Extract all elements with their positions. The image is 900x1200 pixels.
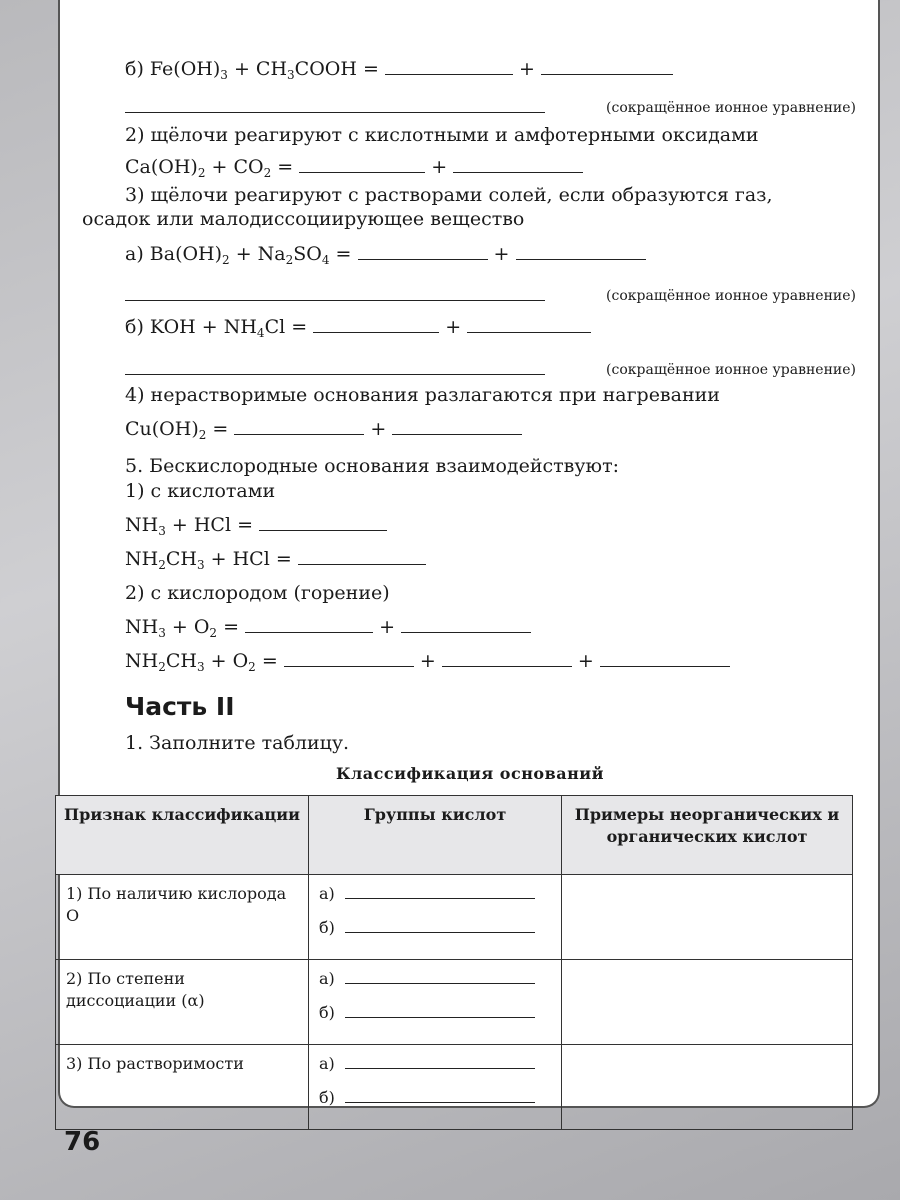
answer-blank[interactable] [259,514,387,531]
answer-blank[interactable] [234,418,364,435]
table-title: Классификация оснований [335,764,605,783]
answer-blank[interactable] [516,243,646,260]
text-line: 2) щёлочи реагируют с кислотными и амфотерными оксидами [125,124,759,146]
part-heading: Часть II [125,692,235,721]
page-number: 76 [64,1127,101,1157]
ionic-equation-blank[interactable] [125,112,545,113]
row-label: 2) По степени диссоциации (α) [56,960,309,1045]
text-line: 4) нерастворимые основания разлагаются при нагревании [125,384,720,406]
table-row [56,875,853,960]
answer-blank[interactable] [345,1005,535,1018]
text-line: осадок или малодиссоциирующее вещество [82,208,525,230]
answer-blank[interactable] [345,1090,535,1103]
header-cell: Группы кислот [309,796,562,875]
equation-nh2ch3-hcl: $NH_2CH_3$ + HCl = [125,548,426,570]
classification-table [55,795,853,1130]
answer-blank[interactable] [313,316,439,333]
ionic-equation-blank[interactable] [125,300,545,301]
answer-blank[interactable] [453,156,583,173]
answer-blank[interactable] [299,156,425,173]
answer-blank[interactable] [345,971,535,984]
ionic-note: (сокращённое ионное уравнение) [606,362,856,378]
answer-blank[interactable] [298,548,426,565]
equation-koh: б) KOH + $NH_4Cl$ = + [125,316,591,338]
ionic-note: (сокращённое ионное уравнение) [606,288,856,304]
answer-blank[interactable] [467,316,591,333]
text-line: 2) с кислородом (горение) [125,582,390,604]
examples-cell[interactable] [562,875,853,960]
table-row [56,960,853,1045]
groups-cell: а) б) [309,960,562,1045]
answer-blank[interactable] [442,650,572,667]
text-line: 1) с кислотами [125,480,276,502]
header-cell: Примеры неорганических и органических кислот [562,796,853,875]
answer-blank[interactable] [392,418,522,435]
answer-blank[interactable] [358,243,488,260]
groups-cell: а) б) [309,1045,562,1130]
equation-nh3-o2: $NH_3 + O_2$ = + [125,616,531,638]
groups-cell: а) б) [309,875,562,960]
ionic-note: (сокращённое ионное уравнение) [606,100,856,116]
row-label: 3) По растворимости [56,1045,309,1130]
ionic-equation-blank[interactable] [125,374,545,375]
answer-blank[interactable] [284,650,414,667]
answer-blank[interactable] [401,616,531,633]
answer-blank[interactable] [345,886,535,899]
examples-cell[interactable] [562,1045,853,1130]
header-cell: Признак классификации [56,796,309,875]
table-header-row [56,796,853,875]
answer-blank[interactable] [345,920,535,933]
task-text: 1. Заполните таблицу. [125,732,350,754]
text-line: 3) щёлочи реагируют с растворами солей, если образуются газ, [125,184,773,206]
equation-ba-oh2: а) $Ba(OH)_2 + Na_2SO_4$ = + [125,243,646,265]
answer-blank[interactable] [245,616,373,633]
equation-fe-oh3: б) $Fe(OH)_3$ + $CH_3COOH$ = + [125,58,673,80]
answer-blank[interactable] [600,650,730,667]
answer-blank[interactable] [385,58,513,75]
equation-ca-oh2: $Ca(OH)_2 + CO_2$ = + [125,156,583,178]
row-label: 1) По наличию кислорода О [56,875,309,960]
answer-blank[interactable] [541,58,673,75]
table-row [56,1045,853,1130]
examples-cell[interactable] [562,960,853,1045]
equation-cu-oh2: $Cu(OH)_2$ = + [125,418,522,440]
answer-blank[interactable] [345,1056,535,1069]
equation-nh3-hcl: $NH_3$ + HCl = [125,514,387,536]
text-line: 5. Бескислородные основания взаимодействуют: [125,455,619,477]
equation-nh2ch3-o2: $NH_2CH_3 + O_2$ = + + [125,650,730,672]
